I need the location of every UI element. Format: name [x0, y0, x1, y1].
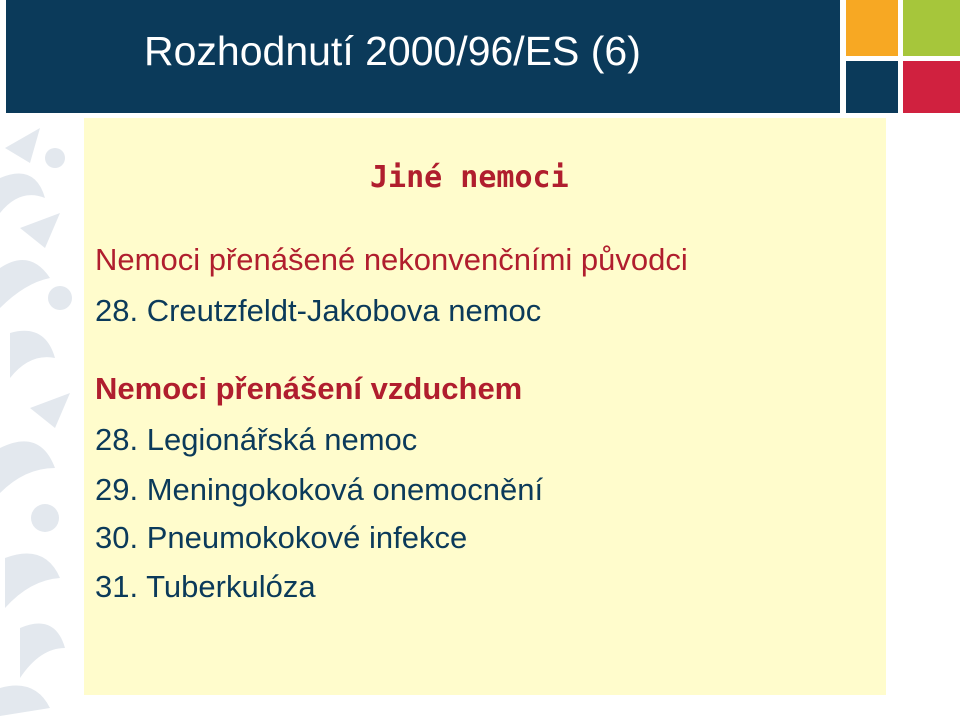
decor-square-green — [903, 0, 960, 56]
decor-square-red — [903, 61, 960, 113]
list-item: 28. Creutzfeldt-Jakobova nemoc — [95, 293, 542, 328]
slide-title: Rozhodnutí 2000/96/ES (6) — [144, 28, 641, 74]
list-item: 30. Pneumokokové infekce — [95, 520, 468, 555]
slide-subtitle: Jiné nemoci — [370, 160, 569, 195]
list-item: 28. Legionářská nemoc — [95, 422, 418, 457]
list-item: 31. Tuberkulóza — [95, 569, 316, 604]
decor-square-navy — [846, 61, 898, 113]
decorative-pattern-icon — [0, 118, 84, 716]
section-heading: Nemoci přenášení vzduchem — [95, 371, 523, 406]
decor-square-orange — [846, 0, 898, 56]
list-item: 29. Meningokoková onemocnění — [95, 472, 544, 507]
section-heading: Nemoci přenášené nekonvenčními původci — [95, 242, 688, 277]
